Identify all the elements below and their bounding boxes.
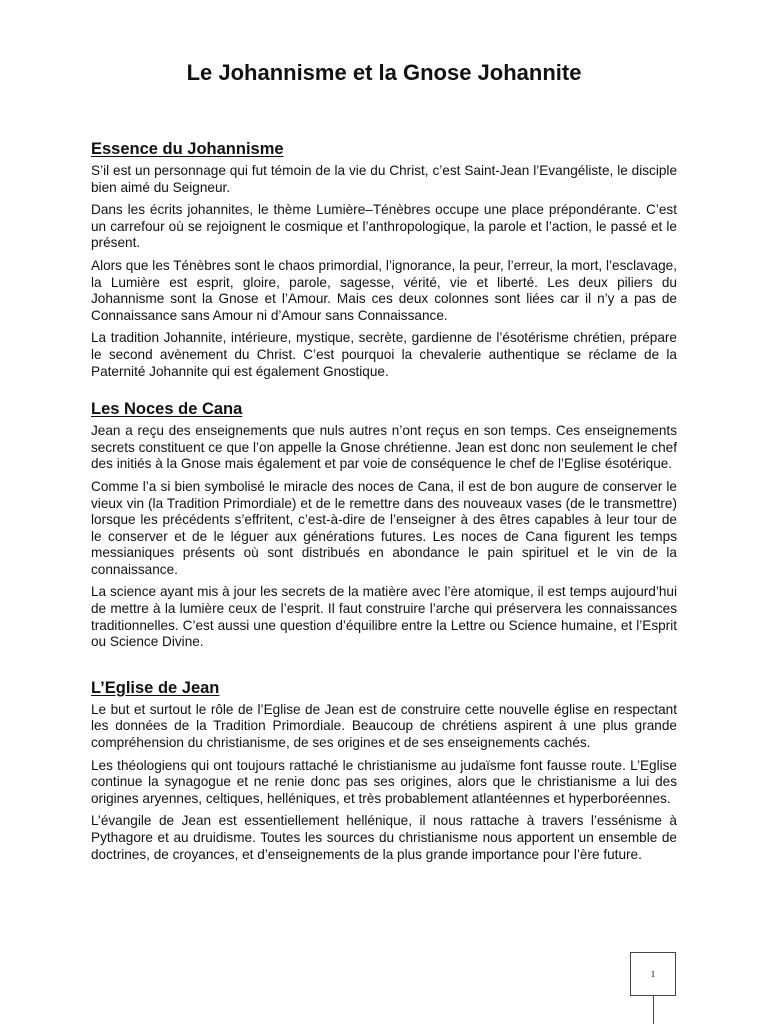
paragraph: La science ayant mis à jour les secrets de la matière avec l’ère atomique, il est temps aujourd’hui de mettre à la lumière ceux de l’esprit. Il faut construire l’arche qui préservera les connaissances traditionnelles. C’est aussi une question d’équilibre entre la Lettre ou Science humaine, et l’Esprit ou Science Divine. xyxy=(91,584,677,650)
paragraph: Alors que les Ténèbres sont le chaos primordial, l’ignorance, la peur, l’erreur, la mort, l’esclavage, la Lumière est esprit, gloire, parole, sagesse, vérité, vie et liberté. Les deux piliers du Johannisme sont la Gnose et l’Amour. Mais ces deux colonnes sont liées car il n’y a pas de Connaissance sans Amour ni d’Amour sans Connaissance. xyxy=(91,257,677,323)
paragraph: L’évangile de Jean est essentiellement hellénique, il nous rattache à travers l’essénisme à Pythagore et au druidisme. Toutes les sources du christianisme nous apportent un ensemble de doctrines, de croyances, et d’enseignements de la plus grande importance pour l’ère future. xyxy=(91,813,677,862)
paragraph: Jean a reçu des enseignements que nuls autres n’ont reçus en son temps. Ces enseignements secrets constituent ce que l’on appelle la Gnose chrétienne. Jean est donc non seulement le chef des initiés à la Gnose mais également et par voie de conséquence le chef de l’Eglise ésotérique. xyxy=(91,423,677,472)
paragraph: Comme l’a si bien symbolisé le miracle des noces de Cana, il est de bon augure de conserver le vieux vin (la Tradition Primordiale) et de le remettre dans des nouveaux vases (de le transmettre) lorsque les précédents s’effritent, c’est-à-dire de l’enseigner à des êtres capables à leur tour de le conserver et de le léguer aux générations futures. Les noces de Cana figurent les temps messianiques présents où sont distribués en abondance le pain spirituel et le vin de la connaissance. xyxy=(91,478,677,577)
document-title: Le Johannisme et la Gnose Johannite xyxy=(186,60,582,85)
paragraph: Le but et surtout le rôle de l’Eglise de Jean est de construire cette nouvelle église en respectant les données de la Tradition Primordiale. Beaucoup de chrétiens aspirent à une plus grande compréhension du christianisme, de ses origines et de ses enseignements cachés. xyxy=(91,701,677,751)
section-eglise-de-jean xyxy=(91,677,677,863)
page-number: 1 xyxy=(650,969,656,979)
page-number-box xyxy=(630,952,676,996)
section-heading: Les Noces de Cana xyxy=(91,400,243,419)
section-essence xyxy=(91,138,677,380)
section-heading: Essence du Johannisme xyxy=(91,140,284,158)
paragraph: La tradition Johannite, intérieure, mystique, secrète, gardienne de l’ésotérisme chrétien, prépare le second avènement du Christ. C’est pourquoi la chevalerie authentique se réclame de la Paternité Johannite qui est également Gnostique. xyxy=(91,330,677,379)
paragraph: S’il est un personnage qui fut témoin de la vie du Christ, c’est Saint-Jean l’Evangéliste, le disciple bien aimé du Seigneur. xyxy=(91,163,677,195)
section-noces-de-cana xyxy=(91,398,677,651)
paragraph: Les théologiens qui ont toujours rattaché le christianisme au judaïsme font fausse route. L’Eglise continue la synagogue et ne renie donc pas ses origines, alors que le christianisme a lui des origines aryennes, celtiques, helléniques, et très probablement atlantéennes et hyperboréennes. xyxy=(91,757,677,806)
page-number-divider xyxy=(653,996,654,1024)
section-heading: L’Eglise de Jean xyxy=(91,678,220,697)
paragraph: Dans les écrits johannites, le thème Lumière–Ténèbres occupe une place prépondérante. C’est un carrefour où se rejoignent le cosmique et l’anthropologique, la parole et l’action, le passé et le présent. xyxy=(91,202,677,251)
document-body xyxy=(91,138,677,869)
